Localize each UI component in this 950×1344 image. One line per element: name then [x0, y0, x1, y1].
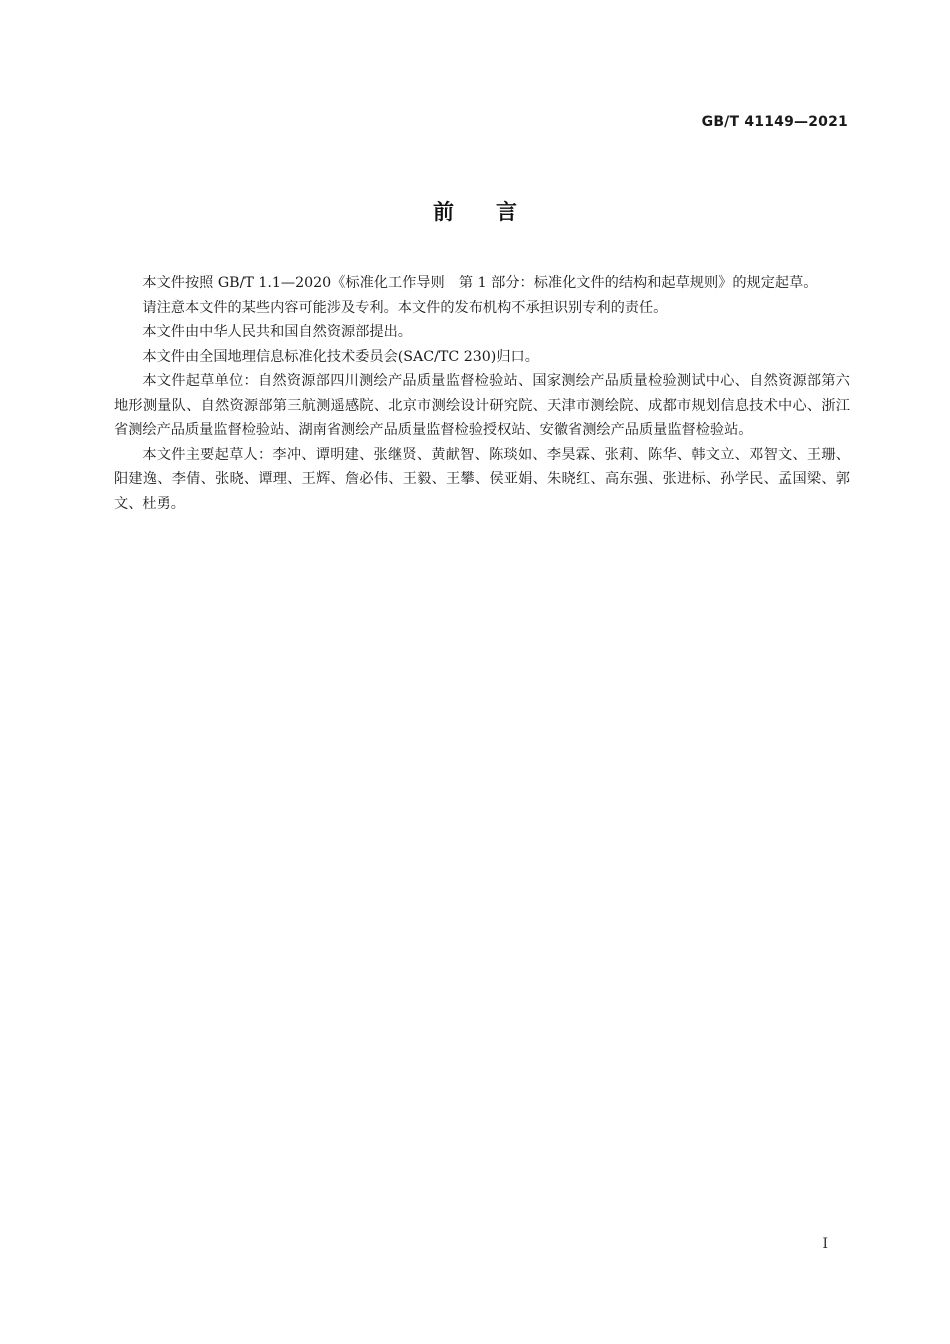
paragraph-technical-committee: 本文件由全国地理信息标准化技术委员会(SAC/TC 230)归口。 — [142, 348, 539, 365]
paragraph-main-drafters: 本文件主要起草人：李冲、谭明建、张继贤、黄献智、陈琰如、李昊霖、张莉、陈华、韩文立、邓智文、王珊、阳建逸、李倩、张晓、谭理、王辉、詹必伟、王毅、王攀、侯亚娟、朱晓红、高东强、张进标、孙学民、孟国梁、郭文、杜勇。 — [114, 446, 850, 512]
paragraph-drafting-organizations: 本文件起草单位：自然资源部四川测绘产品质量监督检验站、国家测绘产品质量检验测试中心、自然资源部第六地形测量队、自然资源部第三航测遥感院、北京市测绘设计研究院、天津市测绘院、成都市规划信息技术中心、浙江省测绘产品质量监督检验站、湖南省测绘产品质量监督检验授权站、安徽省测绘产品质量监督检验站。 — [114, 373, 850, 438]
page-number: I — [822, 1236, 828, 1252]
paragraph-proposer: 本文件由中华人民共和国自然资源部提出。 — [142, 324, 412, 340]
document-body — [114, 271, 850, 516]
paragraph-drafting-rules: 本文件按照 GB/T 1.1—2020《标准化工作导则 第 1 部分：标准化文件的结构和起草规则》的规定起草。 — [142, 275, 818, 291]
section-title: 前 言 — [433, 200, 517, 224]
standard-code: GB/T 41149—2021 — [701, 114, 848, 130]
paragraph-patent-notice: 请注意本文件的某些内容可能涉及专利。本文件的发布机构不承担识别专利的责任。 — [142, 299, 668, 316]
